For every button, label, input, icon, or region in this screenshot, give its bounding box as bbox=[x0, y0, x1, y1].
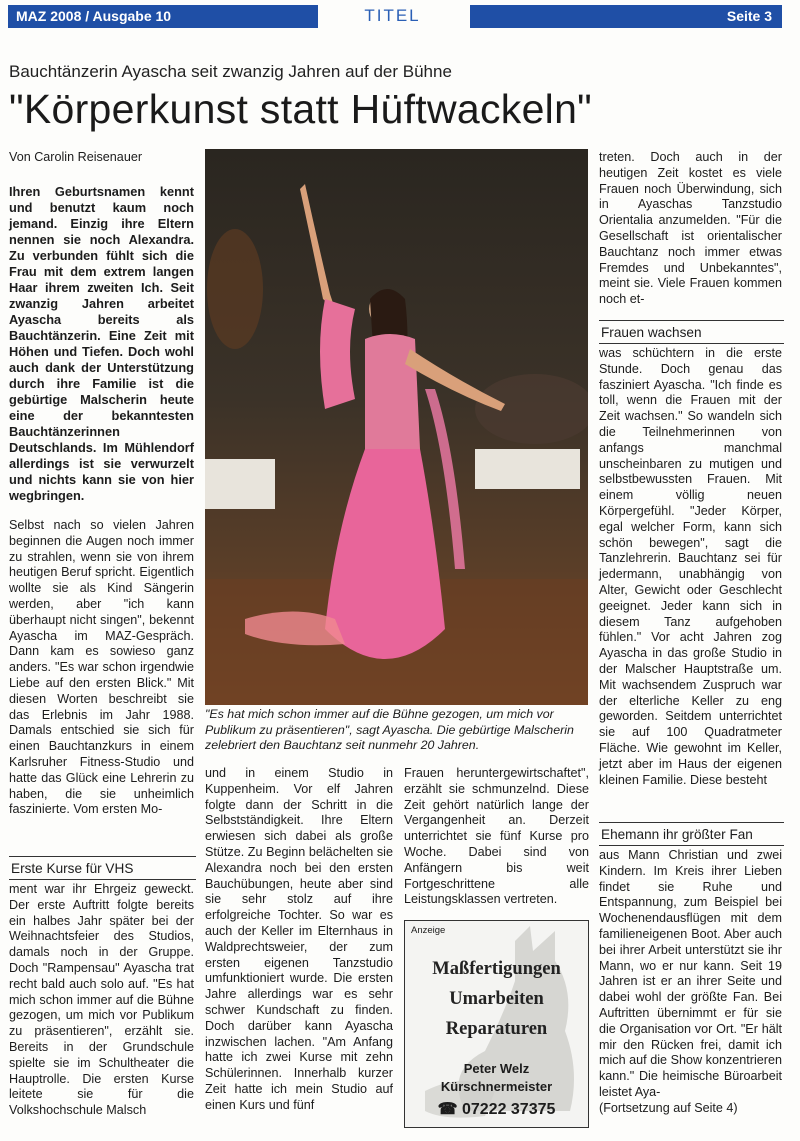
paragraph: aus Mann Christian und zwei Kindern. Im Kreis ihrer Lieben findet sie Ruhe und Entspannung, zum Beispiel bei Wochenendausflügen mit dem familieneigenen Boot. Aber auch bei ihrer Arbeit unterstützt sie ihr Mann, wo er nur kann. Seit 19 Jahren ist er an ihrer Seite und dabei wohl der größte Fan. Bei Auftritten übernimmt er für sie die Organisation vor Ort. "Er hält mir den Rücken frei, damit ich mich auf die Show konzentrieren kann." Die heimische Büroarbeit leistet Aya- bbox=[599, 848, 782, 1099]
headline: "Körperkunst statt Hüftwackeln" bbox=[9, 86, 593, 132]
ad-label: Anzeige bbox=[411, 925, 446, 936]
paragraph: Frauen heruntergewirtschaftet", erzählt sie schmunzelnd. Diese Zeit gehört natürlich lange der Vergangenheit an. Derzeit unterrichtet sie fünf Kurse pro Woche. Dabei sind von Anfängern bis weit Fortgeschrittene alle Leistungsklassen vertreten. bbox=[404, 766, 589, 907]
column-2 bbox=[205, 766, 393, 1114]
paragraph: ment war ihr Ehrgeiz geweckt. Der erste Auftritt folgte bereits ein halbes Jahr später bei der Weihnachtsfeier des Studios, damals noch in der Gruppe. Doch "Rampensau" Ayascha trat recht bald auch solo auf. "Es hat mich schon immer auf die Bühne gezogen, um mich vor Publikum zu präsentieren", erzählt sie. Bereits in der Grundschule spielte sie im Schultheater die Hauptrolle. Die ersten Kurse leitete sie für die Volkshochschule Malsch bbox=[9, 882, 194, 1118]
photo-caption: "Es hat mich schon immer auf die Bühne gezogen, um mich vor Publikum zu präsentieren", sagt Ayascha. Die gebürtige Malscherin zelebriert den Bauchtanz seit nunmehr 20 Jahren. bbox=[205, 707, 574, 752]
ad-phone: ☎ 07222 37375 bbox=[437, 1101, 556, 1118]
column-1 bbox=[9, 184, 194, 818]
ad-title: Kürschnermeister bbox=[440, 1079, 553, 1094]
paragraph: treten. Doch auch in der heutigen Zeit kostet es viele Frauen noch Überwindung, sich in Ayaschas Tanzstudio Orientalia anzumelden. "Für die Gesellschaft ist orientalischer Bauchtanz noch immer etwas Fremdes und Unbekanntes", meint sie. Viele Frauen kommen noch et- bbox=[599, 150, 782, 307]
section-title: TITEL bbox=[364, 6, 421, 25]
ad-name: Peter Welz bbox=[463, 1061, 530, 1076]
page-number: Seite 3 bbox=[726, 8, 772, 24]
lead-paragraph: Ihren Geburtsnamen kennt und benutzt kaum noch jemand. Einzig ihre Eltern nennen sie noch Alexandra. Zu verbunden fühlt sich die Frau mit dem extrem langen Haar ihrem zweiten Ich. Seit zwanzig Jahren arbeitet Ayascha bereits als Bauchtänzerin. Eine Zeit mit Höhen und Tiefen. Doch wohl auch dank der Unterstützung durch ihre Familie ist die gebürtige Malscherin heute eine der bekanntesten Bauchtänzerinnen Deutschlands. Im Mühlendorf allerdings ist sie verwurzelt und nichts kann sie von hier wegbringen. bbox=[9, 184, 194, 503]
paragraph: und in einem Studio in Kuppenheim. Vor elf Jahren folgte dann der Schritt in die Selbstständigkeit. Ihre Eltern erwiesen sich dabei als große Stütze. Zu Beginn belächelten sie Alexandra noch bei den ersten Bauchübungen, heute aber sind sie sehr stolz auf ihre erfolgreiche Tochter. So war es auch der Keller im Elternhaus in Waldprechtsweier, der zum ersten eigenen Tanzstudio umfunktioniert wurde. Die ersten Jahre allerdings war es sehr schwer Kundschaft zu finden. Doch darüber kann Ayascha inzwischen lachen. "Am Anfang hatte ich zwei Kurse mit zehn Schülerinnen. Innerhalb kurzer Zeit hatte ich mein Studio auf einen Kurs und fünf bbox=[205, 766, 393, 1112]
subhead-frauen-wachsen: Frauen wachsen bbox=[599, 320, 784, 344]
column-3 bbox=[404, 766, 589, 908]
column-1-cont bbox=[9, 882, 194, 1119]
page-bar bbox=[470, 5, 782, 28]
continuation-note: (Fortsetzung auf Seite 4) bbox=[599, 1100, 738, 1115]
ad-line-2: Umarbeiten bbox=[449, 989, 544, 1009]
dancer-illustration bbox=[205, 149, 588, 705]
issue-label: MAZ 2008 / Ausgabe 10 bbox=[16, 8, 172, 24]
subhead-erste-kurse: Erste Kurse für VHS bbox=[9, 856, 196, 880]
column-4-end bbox=[599, 848, 782, 1117]
kicker: Bauchtänzerin Ayascha seit zwanzig Jahren auf der Bühne bbox=[9, 62, 452, 81]
column-4-cont bbox=[599, 346, 782, 788]
ad-line-3: Reparaturen bbox=[445, 1019, 548, 1039]
issue-bar bbox=[8, 5, 318, 28]
advertisement bbox=[404, 920, 589, 1128]
paragraph: Selbst nach so vielen Jahren beginnen die Augen noch immer zu strahlen, wenn sie von ihrem heutigen Beruf spricht. Eigentlich wollte sie als Kind Sängerin werden, aber "ich kann überhaupt nicht singen", bekennt Ayascha im MAZ-Gespräch. Dann kam es sowieso ganz anders. "Es war schon irgendwie Liebe auf den ersten Blick." Mit diesen Worten beschreibt sie das Erlebnis im Jahr 1988. Damals entschied sie sich für einen Bauchtanzkurs in einem Karlsruher Fitness-Studio und hatte das Glück eine Lehrerin zu haben, die sie unheimlich faszinierte. Vom ersten Mo- bbox=[9, 518, 194, 817]
column-4 bbox=[599, 150, 782, 308]
paragraph: was schüchtern in die erste Stunde. Doch genau das fasziniert Ayascha. "Ich finde es toll, wenn die Frauen mit der Zeit wachsen." So wandeln sich die Teilnehmerinnen von anfangs manchmal unscheinbaren zu mutigen und selbstbewussten Frauen. Mit einem völlig neuen Körpergefühl. "Jeder Körper, egal welcher Form, kann sich schön bewegen", sagt die Tanzlehrerin. Bauchtanz sei für jedermann, unabhängig von Alter, Gewicht oder Geschlecht geeignet. Jeder kann sich in diesem Tanz aufgehoben fühlen." Vor acht Jahren zog Ayascha in das große Studio in der Malscher Hauptstraße um. Mit wachsendem Zuspruch war der elterliche Keller zu eng geworden. Seitdem unterrichtet sie auf 100 Quadratmeter Fläche. Wie gewohnt im Keller, jetzt aber im Haus der eigenen kleinen Familie. Diese besteht bbox=[599, 346, 782, 787]
author-line: Von Carolin Reisenauer bbox=[9, 150, 143, 164]
ad-line-1: Maßfertigungen bbox=[432, 959, 561, 979]
subhead-ehemann: Ehemann ihr größter Fan bbox=[599, 822, 784, 846]
dancer-photo bbox=[205, 149, 588, 705]
